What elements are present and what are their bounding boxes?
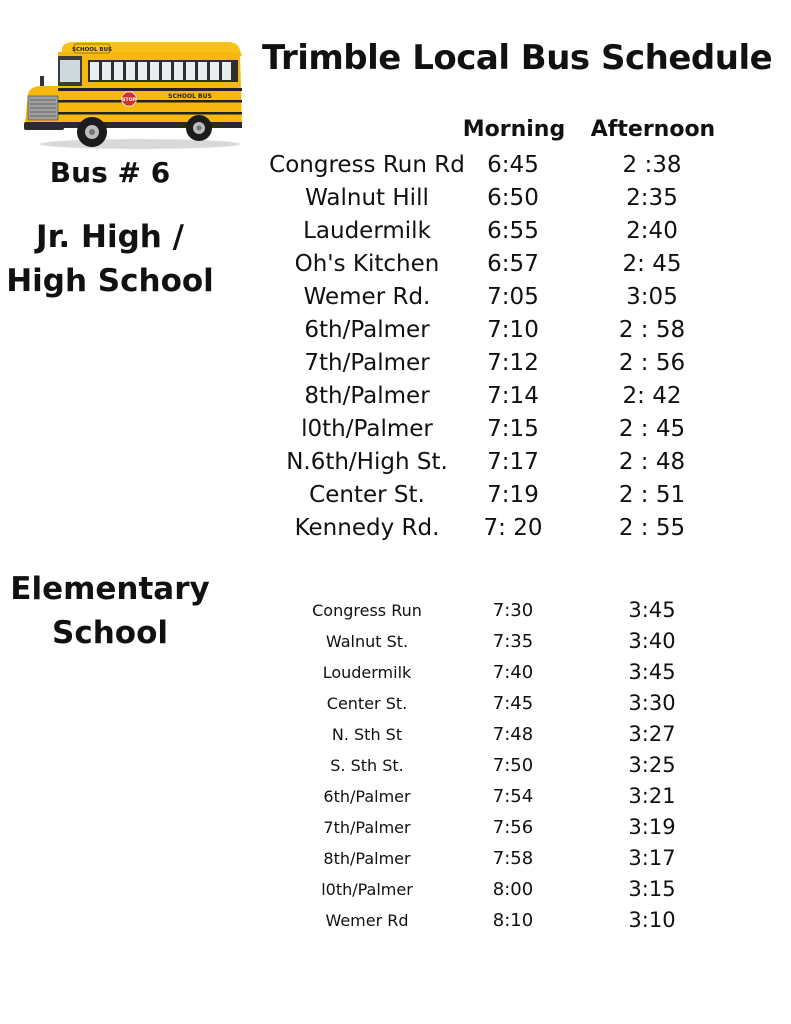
- afternoon-time: 3:45: [628, 598, 676, 622]
- afternoon-time: 2 :38: [622, 152, 682, 178]
- afternoon-time: 3:40: [628, 629, 676, 653]
- morning-time: 7:54: [492, 786, 534, 807]
- morning-time: 7:15: [487, 416, 539, 442]
- schedule-row: [262, 750, 742, 781]
- elementary-label-line2: School: [52, 615, 168, 651]
- stop-name: Congress Run: [312, 601, 422, 620]
- afternoon-time: 3:19: [628, 815, 676, 839]
- stop-name: Wemer Rd: [325, 911, 409, 930]
- morning-time: 7:48: [492, 724, 534, 745]
- schedule-row: [262, 479, 742, 512]
- schedule-row: [262, 688, 742, 719]
- schedule-row: [262, 215, 742, 248]
- schedule-row: [262, 781, 742, 812]
- schedule-row: [262, 182, 742, 215]
- stop-name: S. Sth St.: [330, 756, 404, 775]
- bus-number: Bus # 6: [49, 156, 171, 189]
- afternoon-time: 2 : 56: [618, 350, 686, 376]
- schedule-row: [262, 149, 742, 182]
- schedule-row: [262, 626, 742, 657]
- morning-time: 6:57: [487, 251, 539, 277]
- stop-name: Walnut St.: [325, 632, 409, 651]
- afternoon-time: 3:30: [628, 691, 676, 715]
- afternoon-time: 2 : 48: [618, 449, 686, 475]
- schedule-row: [262, 595, 742, 626]
- stop-name: 6th/Palmer: [304, 317, 430, 343]
- schedule-row: [262, 657, 742, 688]
- schedule-row: [262, 347, 742, 380]
- afternoon-time: 3:21: [628, 784, 676, 808]
- stop-name: Center St.: [326, 694, 408, 713]
- morning-time: 7:58: [492, 848, 534, 869]
- afternoon-time: 2 : 55: [618, 515, 686, 541]
- afternoon-time: 2 : 58: [618, 317, 686, 343]
- afternoon-time: 3:05: [626, 284, 678, 310]
- stop-name: 7th/Palmer: [304, 350, 430, 376]
- afternoon-time: 3:45: [628, 660, 676, 684]
- schedule-row: [262, 380, 742, 413]
- schedule-row: [262, 812, 742, 843]
- page-title: Trimble Local Bus Schedule: [262, 38, 773, 78]
- schedule-row: [262, 843, 742, 874]
- schedule-row: [262, 719, 742, 750]
- morning-time: 8:00: [492, 879, 534, 900]
- stop-name: Oh's Kitchen: [294, 251, 440, 277]
- stop-name: Walnut Hill: [305, 185, 429, 211]
- elementary-schedule: [262, 595, 742, 936]
- afternoon-time: 2: 45: [622, 251, 682, 277]
- schedule-row: [262, 281, 742, 314]
- morning-time: 6:55: [487, 218, 539, 244]
- stop-name: l0th/Palmer: [321, 880, 413, 899]
- stop-name: Laudermilk: [303, 218, 431, 244]
- stop-sign-text: STOP: [122, 98, 136, 103]
- bus-sign-text: SCHOOL BUS: [72, 47, 112, 53]
- elementary-section-label: [0, 567, 220, 655]
- stop-name: 8th/Palmer: [304, 383, 430, 409]
- afternoon-time: 2 : 51: [618, 482, 686, 508]
- afternoon-time: 3:25: [628, 753, 676, 777]
- high-school-schedule: [262, 149, 742, 545]
- stop-name: 7th/Palmer: [323, 818, 411, 837]
- morning-time: 7:56: [492, 817, 534, 838]
- school-bus-illustration: [22, 36, 248, 152]
- stop-name: N. Sth St: [331, 725, 403, 744]
- schedule-row: [262, 874, 742, 905]
- high-school-label-line2: High School: [6, 263, 214, 299]
- afternoon-time: 2 : 45: [618, 416, 686, 442]
- schedule-row: [262, 413, 742, 446]
- stop-name: Wemer Rd.: [303, 284, 431, 310]
- schedule-row: [262, 248, 742, 281]
- morning-time: 7:35: [492, 631, 534, 652]
- afternoon-time: 3:27: [628, 722, 676, 746]
- morning-time: 7: 20: [483, 515, 543, 541]
- high-school-label-line1: Jr. High /: [36, 219, 184, 255]
- morning-time: 7:14: [487, 383, 539, 409]
- morning-column-header: Morning: [462, 117, 566, 142]
- schedule-row: [262, 314, 742, 347]
- stop-name: 6th/Palmer: [323, 787, 411, 806]
- schedule-row: [262, 446, 742, 479]
- stop-name: Kennedy Rd.: [294, 515, 440, 541]
- afternoon-column-header: Afternoon: [590, 117, 716, 142]
- schedule-row: [262, 512, 742, 545]
- morning-time: 6:45: [487, 152, 539, 178]
- morning-time: 7:17: [487, 449, 539, 475]
- afternoon-time: 2: 42: [622, 383, 682, 409]
- afternoon-time: 2:40: [626, 218, 678, 244]
- stop-name: 8th/Palmer: [323, 849, 411, 868]
- morning-time: 7:50: [492, 755, 534, 776]
- afternoon-time: 2:35: [626, 185, 678, 211]
- afternoon-time: 3:17: [628, 846, 676, 870]
- high-school-section-label: [0, 215, 220, 303]
- morning-time: 7:12: [487, 350, 539, 376]
- afternoon-time: 3:10: [628, 908, 676, 932]
- stop-name: Center St.: [309, 482, 425, 508]
- morning-time: 7:45: [492, 693, 534, 714]
- morning-time: 6:50: [487, 185, 539, 211]
- morning-time: 7:10: [487, 317, 539, 343]
- schedule-row: [262, 905, 742, 936]
- morning-time: 7:05: [487, 284, 539, 310]
- afternoon-time: 3:15: [628, 877, 676, 901]
- morning-time: 8:10: [492, 910, 534, 931]
- bus-side-text: SCHOOL BUS: [168, 93, 212, 100]
- morning-time: 7:40: [492, 662, 534, 683]
- elementary-label-line1: Elementary: [10, 571, 210, 607]
- stop-name: l0th/Palmer: [301, 416, 433, 442]
- stop-name: Loudermilk: [322, 663, 412, 682]
- stop-name: N.6th/High St.: [286, 449, 448, 475]
- stop-name: Congress Run Rd: [269, 152, 465, 178]
- morning-time: 7:19: [487, 482, 539, 508]
- morning-time: 7:30: [492, 600, 534, 621]
